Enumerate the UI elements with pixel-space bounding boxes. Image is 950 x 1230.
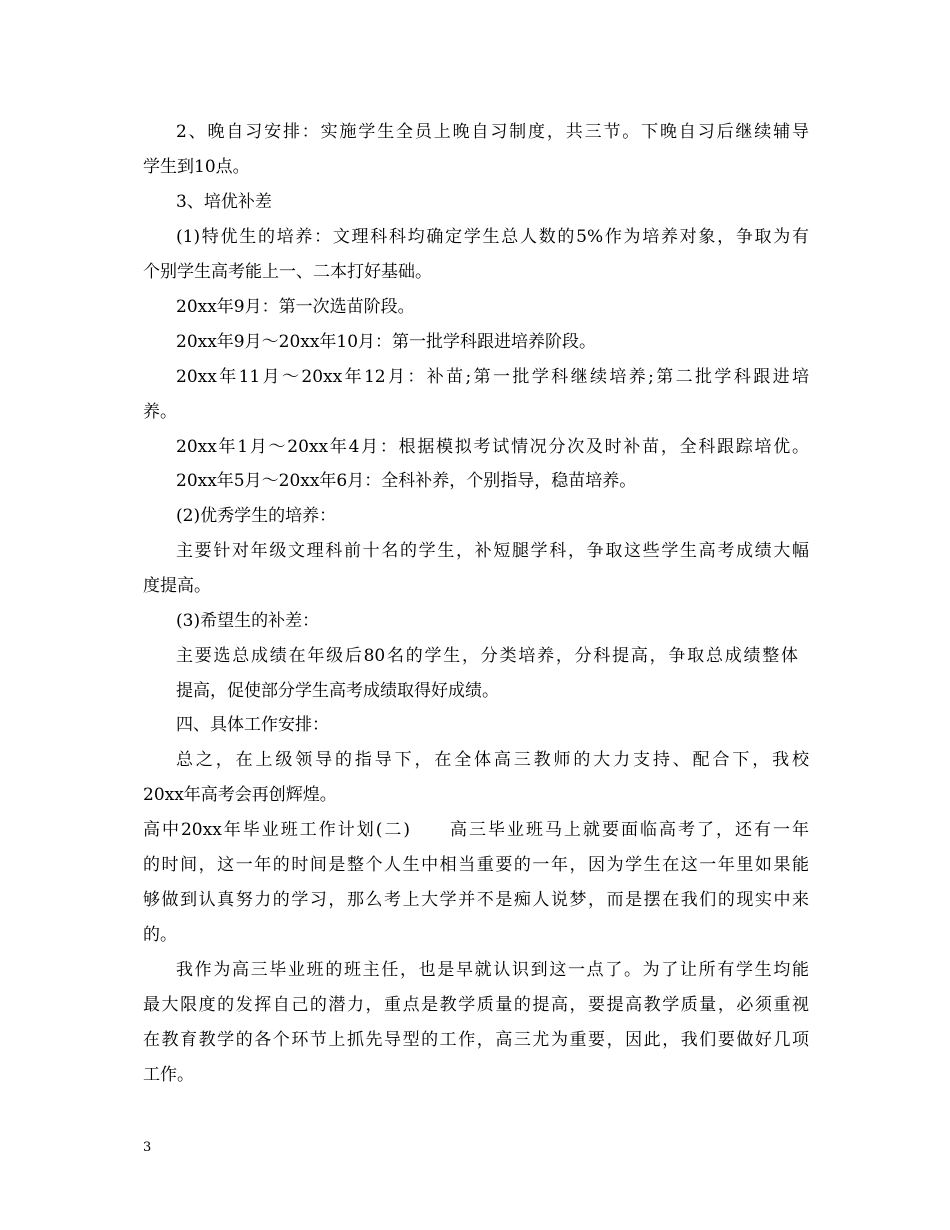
text-line: 最大限度的发挥自己的潜力，重点是教学质量的提高，要提高教学质量，必须重视 [143, 995, 809, 1015]
text-line: 20xx年11月～20xx年12月：补苗;第一批学科继续培养;第二批学科跟进培 [176, 367, 809, 387]
text-line: 的。 [143, 925, 177, 945]
text-line: 度提高。 [143, 576, 211, 596]
text-line: 主要选总成绩在年级后80名的学生，分类培养，分科提高，争取总成绩整体 [176, 646, 798, 666]
text-line: 20xx年高考会再创辉煌。 [143, 785, 337, 805]
text-line: 的时间，这一年的时间是整个人生中相当重要的一年，因为学生在这一年里如果能 [143, 855, 809, 875]
section-heading: (3)希望生的补差： [176, 611, 320, 631]
text-line: 20xx年9月：第一次选苗阶段。 [176, 297, 415, 317]
text-line: 工作。 [143, 1065, 194, 1085]
text-line: 够做到认真努力的学习，那么考上大学并不是痴人说梦，而是摆在我们的现实中来 [143, 890, 809, 910]
page-number: 3 [143, 1140, 152, 1155]
text-line: 学生到10点。 [143, 157, 250, 177]
text-line: 主要针对年级文理科前十名的学生，补短腿学科，争取这些学生高考成绩大幅 [176, 541, 809, 561]
text-line: 提高，促使部分学生高考成绩取得好成绩。 [176, 681, 499, 701]
text-line: 20xx年5月～20xx年6月：全科补养，个别指导，稳苗培养。 [176, 471, 637, 491]
text-line: 在教育教学的各个环节上抓先导型的工作，高三尤为重要，因此，我们要做好几项 [143, 1030, 809, 1050]
section-heading: 3、培优补差 [176, 192, 272, 212]
text-line: 个别学生高考能上一、二本打好基础。 [143, 262, 432, 282]
text-line: 总之，在上级领导的指导下，在全体高三教师的大力支持、配合下，我校 [176, 750, 809, 770]
section-heading: 四、具体工作安排： [176, 715, 329, 735]
text-line: 高中20xx年毕业班工作计划(二) 高三毕业班马上就要面临高考了，还有一年 [143, 820, 809, 840]
text-line: 20xx年9月～20xx年10月：第一批学科跟进培养阶段。 [176, 332, 597, 352]
text-line: 2、晚自习安排：实施学生全员上晚自习制度，共三节。下晚自习后继续辅导 [176, 122, 809, 142]
section-heading: (2)优秀学生的培养： [176, 506, 337, 526]
text-line: 养。 [143, 402, 177, 422]
text-line: (1)特优生的培养：文理科科均确定学生总人数的5%作为培养对象，争取为有 [176, 227, 809, 247]
text-line: 20xx年1月～20xx年4月：根据模拟考试情况分次及时补苗，全科跟踪培优。 [176, 437, 809, 457]
text-line: 我作为高三毕业班的班主任，也是早就认识到这一点了。为了让所有学生均能 [176, 960, 809, 980]
